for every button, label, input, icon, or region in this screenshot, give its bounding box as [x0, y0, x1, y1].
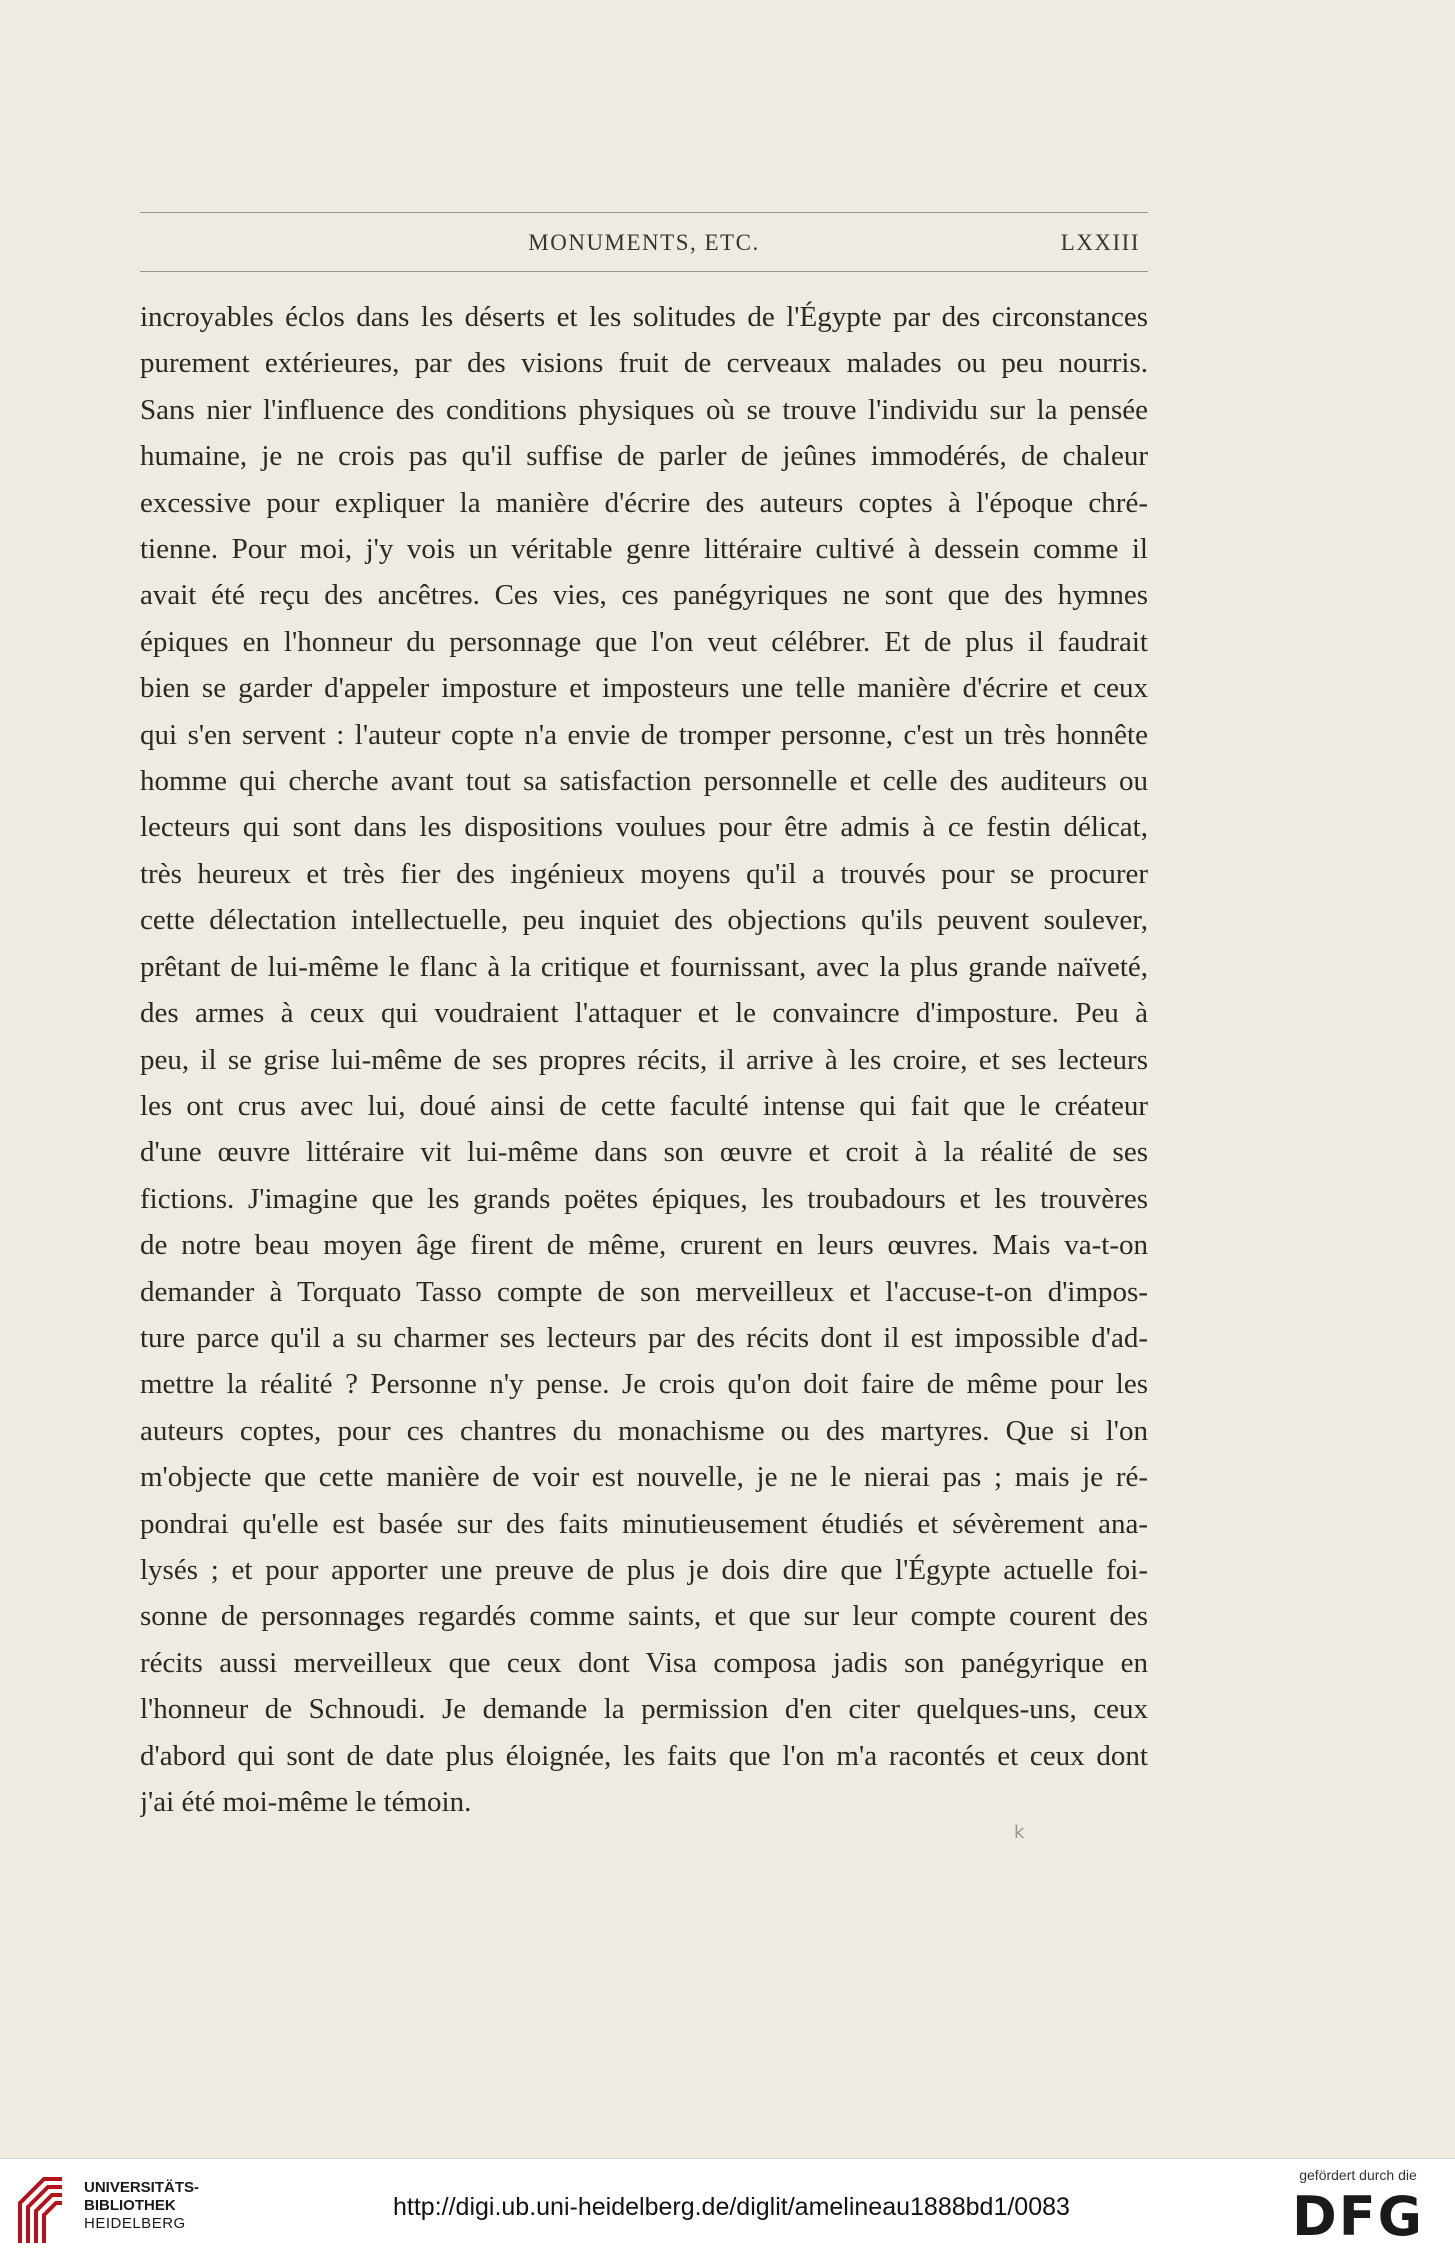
- margin-mark: k: [1014, 1822, 1025, 1843]
- text-line: l'honneur de Schnoudi. Je demande la permission d'en citer quelques-uns, ceux: [140, 1693, 1148, 1726]
- text-line: cette délectation intellectuelle, peu inquiet des objections qu'ils peuvent soulever,: [140, 904, 1148, 937]
- text-line: très heureux et très fier des ingénieux moyens qu'il a trouvés pour se procurer: [140, 857, 1148, 890]
- library-line-1: UNIVERSITÄTS-: [84, 2179, 200, 2196]
- university-library-logo-icon: [14, 2173, 68, 2245]
- footer-bar: [0, 2158, 1455, 2264]
- text-line: excessive pour expliquer la manière d'écrire des auteurs coptes à l'époque chré-: [140, 486, 1148, 519]
- text-line: incroyables éclos dans les déserts et les solitudes de l'Égypte par des circonstances: [140, 301, 1148, 333]
- text-line: d'abord qui sont de date plus éloignée, les faits que l'on m'a racontés et ceux dont: [140, 1739, 1148, 1772]
- header-rule-bottom: [140, 271, 1148, 272]
- text-line: d'une œuvre littéraire vit lui-même dans son œuvre et croit à la réalité de ses: [140, 1136, 1148, 1169]
- text-line: pondrai qu'elle est basée sur des faits minutieusement étudiés et sévèrement ana-: [140, 1507, 1148, 1540]
- text-line: auteurs coptes, pour ces chantres du monachisme ou des martyres. Que si l'on: [140, 1414, 1148, 1447]
- funder-block: [1283, 2167, 1433, 2247]
- text-line: j'ai été moi-même le témoin.: [140, 1786, 472, 1818]
- text-line: homme qui cherche avant tout sa satisfaction personnelle et celle des auditeurs ou: [140, 765, 1148, 798]
- text-line: Sans nier l'influence des conditions physiques où se trouve l'individu sur la pensée: [140, 393, 1148, 426]
- text-line: lecteurs qui sont dans les dispositions voulues pour être admis à ce festin délicat,: [140, 811, 1148, 844]
- dfg-logo: DFG: [1291, 2185, 1425, 2248]
- page-number: LXXIII: [1060, 230, 1140, 255]
- text-line: mettre la réalité ? Personne n'y pense. Je crois qu'on doit faire de même pour les: [140, 1368, 1148, 1401]
- text-line: ture parce qu'il a su charmer ses lecteurs par des récits dont il est impossible d'ad-: [140, 1321, 1148, 1354]
- university-library-name: [84, 2179, 199, 2233]
- text-line: demander à Torquato Tasso compte de son merveilleux et l'accuse-t-on d'impos-: [140, 1275, 1148, 1308]
- text-line: épiques en l'honneur du personnage que l'on veut célébrer. Et de plus il faudrait: [140, 625, 1148, 658]
- body-text: [140, 294, 1148, 1825]
- library-line-2: BIBLIOTHEK: [84, 2197, 176, 2214]
- text-line: humaine, je ne crois pas qu'il suffise de parler de jeûnes immodérés, de chaleur: [140, 440, 1148, 473]
- text-line: bien se garder d'appeler imposture et imposteurs une telle manière d'écrire et ceux: [140, 672, 1148, 705]
- running-title: MONUMENTS, ETC.: [528, 230, 760, 255]
- text-line: avait été reçu des ancêtres. Ces vies, ces panégyriques ne sont que des hymnes: [140, 579, 1148, 612]
- text-line: sonne de personnages regardés comme saints, et que sur leur compte courent des: [140, 1600, 1148, 1633]
- text-line: prêtant de lui-même le flanc à la critique et fournissant, avec la plus grande naïveté,: [140, 950, 1148, 983]
- text-line: peu, il se grise lui-même de ses propres récits, il arrive à les croire, et ses lecteurs: [140, 1043, 1148, 1076]
- source-url-link[interactable]: http://digi.ub.uni-heidelberg.de/diglit/amelineau1888bd1/0083: [393, 2193, 1070, 2221]
- text-line: les ont crus avec lui, doué ainsi de cette faculté intense qui fait que le créateur: [140, 1089, 1148, 1122]
- text-line: des armes à ceux qui voudraient l'attaquer et le convaincre d'imposture. Peu à: [140, 997, 1148, 1030]
- text-line: qui s'en servent : l'auteur copte n'a envie de tromper personne, c'est un très honnête: [140, 718, 1148, 751]
- text-line: tienne. Pour moi, j'y vois un véritable genre littéraire cultivé à dessein comme il: [140, 533, 1148, 566]
- library-line-3: HEIDELBERG: [84, 2215, 186, 2232]
- text-line: de notre beau moyen âge firent de même, crurent en leurs œuvres. Mais va-t-on: [140, 1229, 1148, 1262]
- running-head: [140, 226, 1148, 260]
- text-line: purement extérieures, par des visions fruit de cerveaux malades ou peu nourris.: [140, 347, 1148, 380]
- text-line: lysés ; et pour apporter une preuve de plus je dois dire que l'Égypte actuelle foi-: [140, 1553, 1148, 1586]
- funded-by-label: gefördert durch die: [1299, 2167, 1417, 2183]
- text-line: fictions. J'imagine que les grands poëtes épiques, les troubadours et les trouvères: [140, 1182, 1148, 1215]
- text-line: récits aussi merveilleux que ceux dont Visa composa jadis son panégyrique en: [140, 1646, 1148, 1679]
- text-line: m'objecte que cette manière de voir est nouvelle, je ne le nierai pas ; mais je ré-: [140, 1461, 1148, 1494]
- header-rule-top: [140, 212, 1148, 213]
